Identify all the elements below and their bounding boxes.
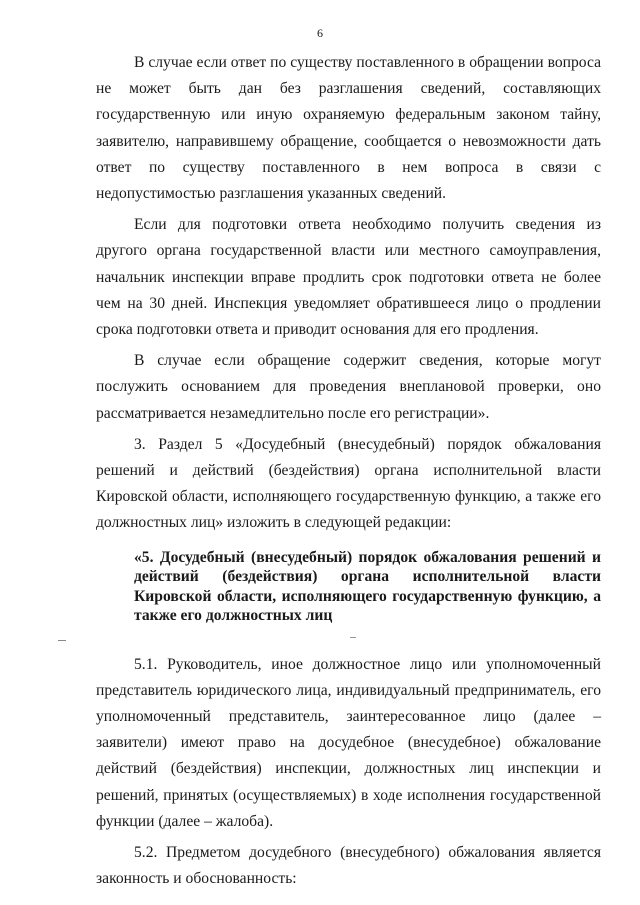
- paragraph-5-2: 5.2. Предметом досудебного (внесудебного) обжалования является законность и обоснованность:: [96, 844, 601, 888]
- paragraph-extension-of-term: Если для подготовки ответа необходимо получить сведения из другого органа государственной власти или местного самоуправления, начальник инспекции вправе продлить срок подготовки ответа не более чем на 30 дней. Инспекция уведомляет обратившееся лицо о продлении срока подготовки ответа и приводит основания для его продления.: [96, 216, 601, 339]
- paragraph-section-5-amendment: 3. Раздел 5 «Досудебный (внесудебный) порядок обжалования решений и действий (бездействия) органа исполнительной власти Кировской области, исполняющего государственную функцию, а также его должностных лиц» изложить в следующей редакции:: [96, 435, 601, 532]
- section-5-heading: «5. Досудебный (внесудебный) порядок обжалования решений и действий (бездействия) органа исполнительной власти Кировской области, исполняющего государственную функцию, а также его должностных лиц: [134, 548, 601, 625]
- document-body: [96, 50, 601, 892]
- paragraph-confidential-info: В случае если ответ по существу поставленного в обращении вопроса не может быть дан без разглашения сведений, составляющих государственную или иную охраняемую федеральным законом тайну, заявителю, направившему обращение, сообщается о невозможности дать ответ по существу поставленного в нем вопроса в связи с недопустимостью разглашения указанных сведений.: [96, 54, 601, 203]
- paragraph-unscheduled-inspection: В случае если обращение содержит сведения, которые могут послужить основанием для проведения внеплановой проверки, оно рассматривается незамедлительно после его регистрации».: [96, 352, 601, 422]
- scan-artifact-mark: [350, 637, 356, 638]
- page-number: 6: [317, 26, 323, 40]
- paragraph-5-1: 5.1. Руководитель, иное должностное лицо или уполномоченный представитель юридического лица, индивидуальный предприниматель, его уполномоченный представитель, заинтересованное лицо (далее – заявители) имеют право на досудебное (внесудебное) обжалование действий (бездействия) инспекции, должностных лиц инспекции и решений, принятых (осуществляемых) в ходе исполнения государственной функции (далее – жалоба).: [96, 655, 601, 830]
- margin-mark: [58, 640, 66, 641]
